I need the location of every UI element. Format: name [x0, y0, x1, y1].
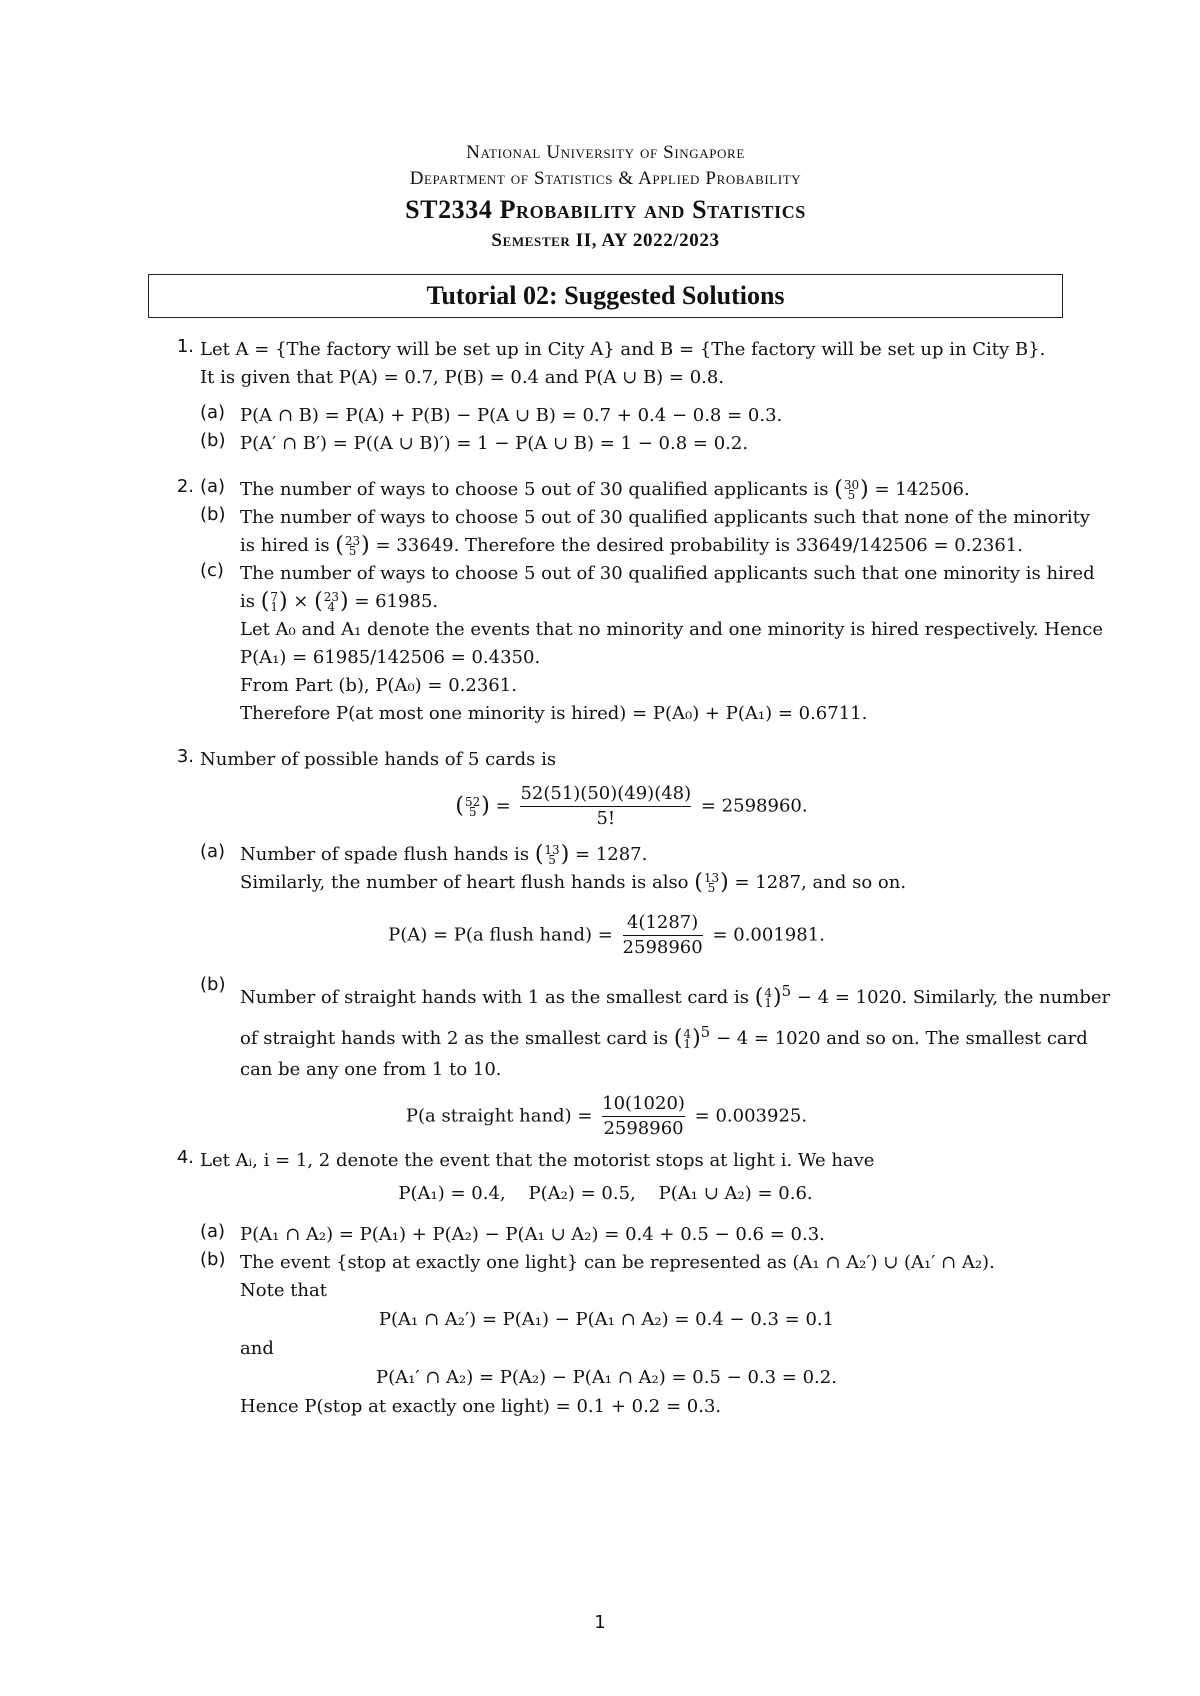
q1-b-text: P(A′ ∩ B′) = P((A ∪ B)′) = 1 − P(A ∪ B) = 1 − 0.8 = 0.2. [240, 433, 749, 454]
q3-b-line1: Number of straight hands with 1 as the smallest card is ( 4 1 )$^5$ − 4 = 1020. Similarly, the number [240, 982, 1111, 1010]
q3-intro: Number of possible hands of 5 cards is [200, 749, 557, 770]
q3-part-b [200, 974, 1111, 1141]
times-symbol: × [293, 591, 309, 612]
q1-line1: Let A = {The factory will be set up in City A} and B = {The factory will be set up in City B}. [200, 339, 1046, 360]
part-label: (a) [200, 841, 226, 862]
question-number: 1. [176, 336, 194, 357]
text: is [240, 591, 255, 612]
part-label: (b) [200, 504, 226, 525]
binomial: 4 1 [683, 1027, 692, 1051]
q2-c-line3: Let A₀ and A₁ denote the events that no minority and one minority is hired respectively. Hence [240, 619, 1103, 640]
q3-a-line2: Similarly, the number of heart flush hands is also ( 13 5 ) = 1287, and so on. [240, 870, 907, 895]
binomial: 23 5 [344, 534, 361, 558]
q4-b-note: Note that [240, 1280, 327, 1301]
text: = 142506. [874, 479, 970, 500]
part-label: (a) [200, 402, 226, 423]
text: − 4 = 1020. Similarly, the number [796, 987, 1111, 1008]
equals: = [495, 795, 511, 817]
text: Similarly, the number of heart flush hands is also [240, 872, 689, 893]
binomial: 4 1 [764, 986, 772, 1010]
binomial: 13 5 [703, 871, 720, 895]
q3-a-line1: Number of spade flush hands is ( 13 5 ) = 1287. [240, 842, 648, 867]
q1-part-b [200, 430, 1063, 458]
q4-b-equation-1: P(A₁ ∩ A₂′) = P(A₁) − P(A₁ ∩ A₂) = 0.4 − 0.3 = 0.1 [378, 1309, 835, 1330]
page-number: 1 [594, 1612, 606, 1633]
q3-b-line2: of straight hands with 2 as the smallest card is ( 4 1 )$^5$ − 4 = 1020 and so on. The smallest card [240, 1023, 1088, 1051]
binomial: 52 5 [465, 794, 481, 819]
solutions-body [148, 336, 1111, 1421]
text: Number of spade flush hands is [240, 844, 530, 865]
q2-c-line6: Therefore P(at most one minority is hired) = P(A₀) + P(A₁) = 0.6711. [240, 703, 868, 724]
q4-b-hence: Hence P(stop at exactly one light) = 0.1 + 0.2 = 0.3. [240, 1396, 722, 1417]
exponent: 5 [700, 1023, 711, 1041]
binomial: 23 4 [323, 590, 339, 614]
q2-c-line1: The number of ways to choose 5 out of 30 qualified applicants such that one minority is hired [240, 563, 1095, 584]
q4-part-b [200, 1249, 1063, 1421]
q4-b-line1: The event {stop at exactly one light} can be represented as (A₁ ∩ A₂′) ∪ (A₁′ ∩ A₂). [240, 1252, 995, 1273]
exponent: 5 [781, 982, 792, 1000]
text: P(A) = P(a flush hand) = [388, 924, 613, 946]
text: − 4 = 1020 and so on. The smallest card [715, 1028, 1088, 1049]
q1-line2: It is given that P(A) = 0.7, P(B) = 0.4 and P(A ∪ B) = 0.8. [200, 367, 725, 388]
part-label: (b) [200, 430, 226, 451]
q4-b-equation-2: P(A₁′ ∩ A₂) = P(A₂) − P(A₁ ∩ A₂) = 0.5 − 0.3 = 0.2. [376, 1367, 837, 1388]
semester-line: Semester II, AY 2022/2023 [491, 230, 720, 251]
text: Number of straight hands with 1 as the smallest card is [240, 987, 749, 1008]
question-3 [148, 746, 1111, 1141]
part-label: (b) [200, 974, 226, 995]
question-2 [148, 476, 1103, 728]
text: = 0.003925. [694, 1105, 808, 1127]
binomial: 13 5 [544, 843, 560, 867]
part-label: (c) [200, 560, 224, 581]
course-title: ST2334 Probability and Statistics [405, 195, 806, 224]
text: The number of ways to choose 5 out of 30 qualified applicants is [240, 479, 829, 500]
part-label: (a) [200, 476, 226, 497]
text: = 0.001981. [712, 924, 825, 946]
q3-total-hands-equation: ( 52 5 ) = $\frac{52(51)(50)(49)(48)}{5!}$ = 2598960. [455, 783, 808, 829]
q4-a-text: P(A₁ ∩ A₂) = P(A₁) + P(A₂) − P(A₁ ∪ A₂) = 0.4 + 0.5 − 0.6 = 0.3. [240, 1224, 825, 1245]
question-number: 2. [176, 476, 194, 497]
text: = 2598960. [700, 795, 808, 817]
q4-given-equation: P(A₁) = 0.4, P(A₂) = 0.5, P(A₁ ∪ A₂) = 0.6. [398, 1183, 813, 1204]
q2-part-b [200, 504, 1091, 560]
binomial: 7 1 [270, 590, 278, 614]
text: = 1287, and so on. [734, 872, 907, 893]
q2-c-line5: From Part (b), P(A₀) = 0.2361. [240, 675, 517, 696]
text: = 1287. [575, 844, 648, 865]
q2-part-a [200, 476, 1063, 504]
q2-part-c [200, 560, 1103, 728]
q3-a-flush-equation [150, 911, 1063, 960]
fraction: $\frac{10(1020)}{2598960}$ [602, 1093, 685, 1139]
fraction: $\frac{4(1287)}{2598960}$ [622, 912, 703, 958]
question-1 [148, 336, 1063, 458]
q2-c-line2: is ( 7 1 ) × ( 23 4 ) = 61985. [240, 589, 439, 614]
part-label: (a) [200, 1221, 226, 1242]
question-number: 4. [176, 1147, 194, 1168]
text: is hired is [240, 535, 330, 556]
q3-b-line3: can be any one from 1 to 10. [240, 1059, 502, 1080]
question-4 [148, 1147, 1063, 1421]
q1-a-text: P(A ∩ B) = P(A) + P(B) − P(A ∪ B) = 0.7 + 0.4 − 0.8 = 0.3. [240, 405, 783, 426]
q2-b-line1: The number of ways to choose 5 out of 30 qualified applicants such that none of the minority [240, 507, 1091, 528]
question-number: 3. [176, 746, 194, 767]
text: = 61985. [354, 591, 439, 612]
q1-part-a [200, 402, 1063, 430]
binomial: 30 5 [843, 478, 860, 502]
text: of straight hands with 2 as the smallest card is [240, 1028, 669, 1049]
text: = 33649. Therefore the desired probability is 33649/142506 = 0.2361. [375, 535, 1023, 556]
university-name: National University of Singapore [466, 142, 745, 163]
q2-c-line4: P(A₁) = 61985/142506 = 0.4350. [240, 647, 541, 668]
q2-a-text: The number of ways to choose 5 out of 30 qualified applicants is ( 30 5 ) = 142506. [240, 477, 970, 502]
q4-part-a [200, 1221, 1063, 1249]
department-name: Department of Statistics & Applied Probability [409, 168, 802, 189]
document-page [148, 140, 1111, 1421]
fraction: $\frac{52(51)(50)(49)(48)}{5!}$ [520, 783, 692, 829]
q2-b-line2: is hired is ( 23 5 ) = 33649. Therefore the desired probability is 33649/142506 = 0.2361. [240, 533, 1023, 558]
part-label: (b) [200, 1249, 226, 1270]
text: P(a straight hand) = [405, 1105, 593, 1127]
tutorial-title-box: Tutorial 02: Suggested Solutions [148, 274, 1063, 318]
q4-b-and: and [240, 1338, 274, 1359]
q3-b-straight-equation [150, 1092, 1063, 1141]
q3-part-a [200, 841, 1063, 960]
q4-intro: Let Aᵢ, i = 1, 2 denote the event that the motorist stops at light i. We have [200, 1150, 875, 1171]
